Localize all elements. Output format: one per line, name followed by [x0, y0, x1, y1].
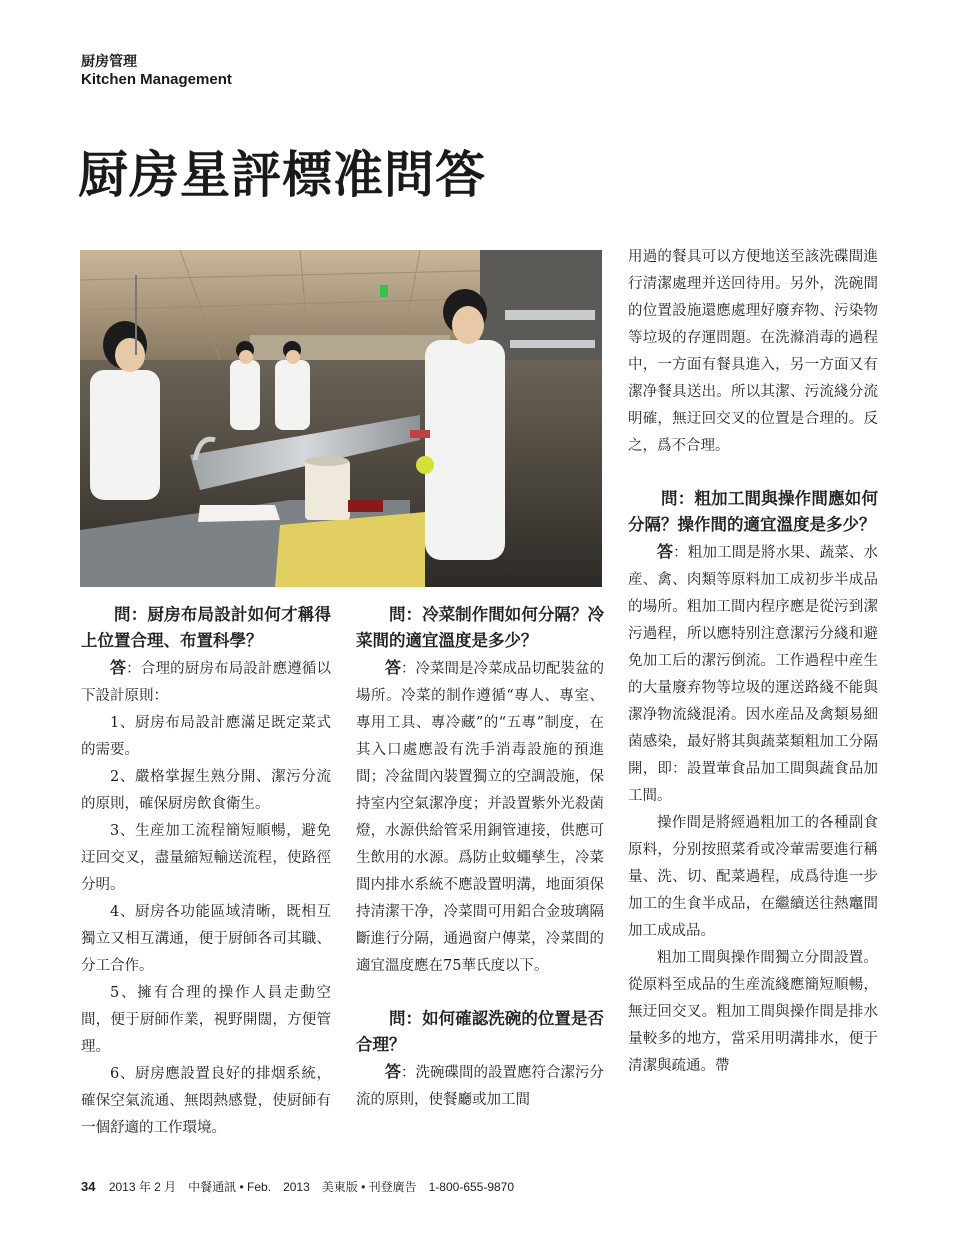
page-number: 34 — [81, 1179, 96, 1194]
answer-kitchen-layout-intro — [81, 654, 331, 710]
answer-text: ：粗加工間是將水果、蔬菜、水産、禽、肉類等原料加工成初步半成品的場所。粗加工間内程序應是從污到潔污過程，所以應特别注意潔污分綫和避免加工后的潔污倒流。工作過程中産生的大量廢弃物等垃圾的運送路綫不能與潔净物流綫混淆。因水産品及禽類易細菌感染，最好將其與蔬菜類粗加工分隔開，即：設置葷食品加工間與蔬食品加工間。 — [628, 545, 878, 804]
answer-label: 答 — [385, 1062, 402, 1081]
question-dishwashing-location: 問：如何確認洗碗的位置是否合理？ — [356, 1009, 604, 1054]
paragraph-operation-room: 操作間是將經過粗加工的各種副食原料，分别按照菜肴或冷葷需要進行稱量、洗、切、配菜過程，成爲待進一步加工的生食半成品，在繼續送往熱竈間加工成成品。 — [628, 815, 878, 939]
list-item: 3、生産加工流程簡短順暢，避免迂回交叉，盡量縮短輸送流程，使路徑分明。 — [81, 823, 331, 893]
kitchen-photo — [80, 250, 602, 587]
answer-text: ：冷菜間是冷菜成品切配裝盆的場所。冷菜的制作遵循“專人、專室、專用工具、專冷藏”的“五專”制度，在其入口處應設有洗手消毒設施的預進間；冷盆間內裝置獨立的空調設施，保持室内空氣潔净度；并設置紫外光殺菌燈，水源供給管采用銅管連接，供應可生飲用的水源。爲防止蚊蠅孳生，冷菜間内排水系統不應設置明溝，地面須保持清潔干净，冷菜間可用鋁合金玻璃隔斷進行分隔，通過窗户傳菜，冷菜間的適宜溫度應在75華氏度以下。 — [356, 661, 605, 974]
list-item: 2、嚴格掌握生熟分開、潔污分流的原則，確保厨房飲食衛生。 — [81, 769, 331, 812]
column-3 — [628, 244, 878, 1080]
answer-cold-dish-room — [356, 654, 604, 980]
article-title: 厨房星評標准問答 — [78, 145, 486, 204]
answer-text: ：洗碗碟間的設置應符合潔污分流的原則，使餐廳或加工間 — [356, 1065, 605, 1108]
list-item: 5、擁有合理的操作人員走動空間，便于厨師作業，視野開闊，方便管理。 — [81, 985, 331, 1055]
question-prep-room: 問：粗加工間與操作間應如何分隔？操作間的適宜溫度是多少？ — [628, 489, 878, 534]
paragraph-separate-rooms: 粗加工間與操作間獨立分間設置。從原料至成品的生産流綫應簡短順暢，無迂回交叉。粗加工間與操作間是排水量較多的地方，當采用明溝排水，便于清潔與疏通。帶 — [628, 950, 878, 1074]
question-kitchen-layout: 問：厨房布局設計如何才稱得上位置合理、布置科學？ — [81, 605, 331, 650]
footer-text: 2013 年 2 月 中餐通訊 • Feb. 2013 美東版 • 刊登廣告 1-800-655-9870 — [108, 1180, 515, 1194]
answer-text: ：合理的厨房布局設計應遵循以下設計原則： — [81, 661, 331, 704]
column-1 — [81, 602, 331, 1142]
section-label-chinese: 厨房管理 — [81, 53, 137, 69]
answer-label: 答 — [110, 658, 127, 677]
answer-label: 答 — [385, 658, 402, 677]
question-cold-dish-room: 問：冷菜制作間如何分隔？冷菜間的適宜溫度是多少？ — [356, 605, 604, 650]
list-item: 1、厨房布局設計應滿足既定菜式的需要。 — [81, 715, 331, 758]
answer-dishwashing-continued: 用過的餐具可以方便地送至該洗碟間進行清潔處理并送回待用。另外，洗碗間的位置設施還應處理好廢弃物、污染物等垃圾的存運問題。在洗滌消毒的過程中，一方面有餐具進入，另一方面又有潔净餐具送出。所以其潔、污流綫分流明確，無迂回交叉的位置是合理的。反之，爲不合理。 — [628, 249, 878, 454]
answer-dishwashing-location — [356, 1058, 604, 1114]
column-2 — [356, 602, 604, 1114]
section-label-english: Kitchen Management — [81, 71, 232, 88]
page-footer — [81, 1178, 514, 1195]
list-item: 6、厨房應設置良好的排烟系統，確保空氣流通、無悶熱感覺，使厨師有一個舒適的工作環境。 — [81, 1066, 331, 1136]
section-label — [81, 52, 232, 90]
list-item: 4、厨房各功能區域清晰，既相互獨立又相互溝通，便于厨師各司其職、分工合作。 — [81, 904, 331, 974]
answer-label: 答 — [657, 542, 674, 561]
answer-prep-room — [628, 538, 878, 810]
